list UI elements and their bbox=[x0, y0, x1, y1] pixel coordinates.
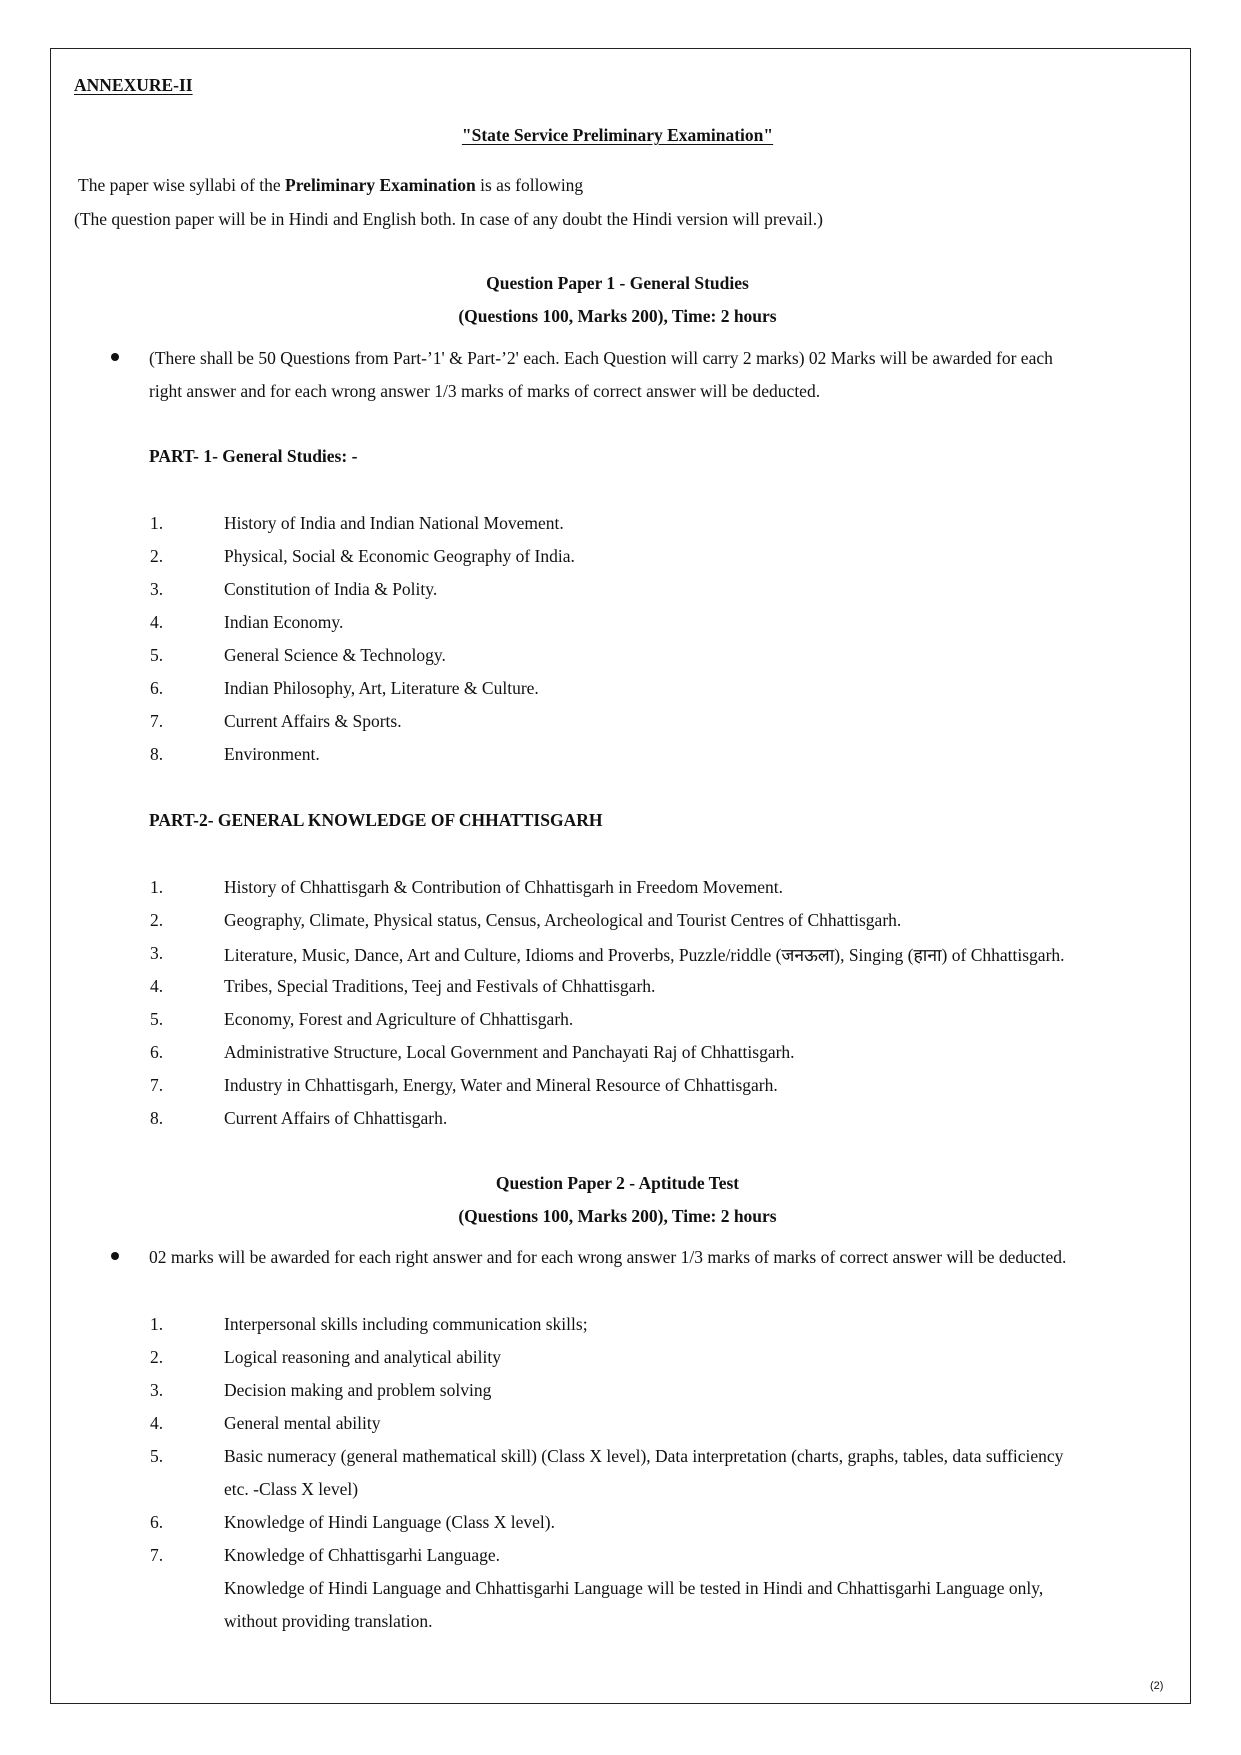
list-number: 5. bbox=[150, 1446, 164, 1466]
annexure-label: ANNEXURE-II bbox=[74, 75, 193, 95]
paper2-details: (Questions 100, Marks 200), Time: 2 hours bbox=[458, 1206, 777, 1226]
list-item: Knowledge of Hindi Language (Class X level). bbox=[224, 1512, 555, 1532]
paper1-bullet-line1: (There shall be 50 Questions from Part-’1' & Part-’2' each. Each Question will carry 2 marks) 02 Marks will be awarded for each bbox=[149, 348, 1053, 368]
intro-bold: Preliminary Examination bbox=[285, 175, 476, 195]
list-item: Current Affairs of Chhattisgarh. bbox=[224, 1108, 448, 1128]
paper2-bullet: 02 marks will be awarded for each right answer and for each wrong answer 1/3 marks of marks of correct answer will be deducted. bbox=[149, 1247, 1067, 1267]
list-number: 3. bbox=[150, 943, 164, 963]
list-number: 1. bbox=[150, 1314, 164, 1334]
list-item: Physical, Social & Economic Geography of India. bbox=[224, 546, 575, 566]
page-number: (2) bbox=[1150, 1680, 1164, 1692]
list-number: 3. bbox=[150, 579, 164, 599]
list-item: Economy, Forest and Agriculture of Chhattisgarh. bbox=[224, 1009, 574, 1029]
list-item: Indian Philosophy, Art, Literature & Culture. bbox=[224, 678, 539, 698]
list-number: 3. bbox=[150, 1380, 164, 1400]
intro-line bbox=[78, 175, 583, 196]
list-number: 2. bbox=[150, 1347, 164, 1367]
intro-note: (The question paper will be in Hindi and English both. In case of any doubt the Hindi version will prevail.) bbox=[74, 209, 823, 229]
paper1-title: Question Paper 1 - General Studies bbox=[486, 273, 749, 293]
list-number: 4. bbox=[150, 976, 164, 996]
list-number: 8. bbox=[150, 744, 164, 764]
list-number: 8. bbox=[150, 1108, 164, 1128]
bullet-icon bbox=[111, 1252, 119, 1260]
list-number: 4. bbox=[150, 612, 164, 632]
part1-heading: PART- 1- General Studies: - bbox=[149, 446, 358, 466]
list-item: Literature, Music, Dance, Art and Culture, Idioms and Proverbs, Puzzle/riddle (जनऊला), Singing (हाना) of Chhattisgarh. bbox=[224, 945, 1065, 965]
list-number: 2. bbox=[150, 546, 164, 566]
part2-heading: PART-2- GENERAL KNOWLEDGE OF CHHATTISGARH bbox=[149, 810, 603, 830]
list-item: Tribes, Special Traditions, Teej and Festivals of Chhattisgarh. bbox=[224, 976, 656, 996]
list-number: 7. bbox=[150, 711, 164, 731]
bullet-icon bbox=[111, 353, 119, 361]
paper2-title: Question Paper 2 - Aptitude Test bbox=[495, 1173, 740, 1193]
list-item: Administrative Structure, Local Government and Panchayati Raj of Chhattisgarh. bbox=[224, 1042, 795, 1062]
list-number: 2. bbox=[150, 910, 164, 930]
list-item: Constitution of India & Polity. bbox=[224, 579, 438, 599]
list-item: Decision making and problem solving bbox=[224, 1380, 492, 1400]
list-item: Industry in Chhattisgarh, Energy, Water and Mineral Resource of Chhattisgarh. bbox=[224, 1075, 778, 1095]
list-item: Knowledge of Chhattisgarhi Language. bbox=[224, 1545, 501, 1565]
list-item-note: Knowledge of Hindi Language and Chhattisgarhi Language will be tested in Hindi and Chhattisgarhi Language only, bbox=[224, 1578, 1044, 1598]
list-number: 6. bbox=[150, 678, 164, 698]
list-number: 5. bbox=[150, 645, 164, 665]
list-item: General mental ability bbox=[224, 1413, 381, 1433]
list-item: Current Affairs & Sports. bbox=[224, 711, 402, 731]
intro-suffix: is as following bbox=[475, 175, 584, 195]
list-item-continuation: etc. -Class X level) bbox=[224, 1479, 359, 1499]
list-number: 1. bbox=[150, 513, 164, 533]
list-number: 1. bbox=[150, 877, 164, 897]
list-number: 7. bbox=[150, 1075, 164, 1095]
list-number: 4. bbox=[150, 1413, 164, 1433]
list-item: History of Chhattisgarh & Contribution of Chhattisgarh in Freedom Movement. bbox=[224, 877, 783, 897]
list-number: 7. bbox=[150, 1545, 164, 1565]
list-number: 6. bbox=[150, 1042, 164, 1062]
list-item: Interpersonal skills including communication skills; bbox=[224, 1314, 588, 1334]
list-item: Geography, Climate, Physical status, Census, Archeological and Tourist Centres of Chhattisgarh. bbox=[224, 910, 902, 930]
list-item: Environment. bbox=[224, 744, 320, 764]
paper1-details: (Questions 100, Marks 200), Time: 2 hours bbox=[458, 306, 777, 326]
paper1-bullet-line2: right answer and for each wrong answer 1/3 marks of marks of correct answer will be deducted. bbox=[149, 381, 821, 401]
list-item: Logical reasoning and analytical ability bbox=[224, 1347, 501, 1367]
list-item-note: without providing translation. bbox=[224, 1611, 433, 1631]
document-title: "State Service Preliminary Examination" bbox=[461, 125, 774, 145]
list-item: Indian Economy. bbox=[224, 612, 344, 632]
list-item: Basic numeracy (general mathematical skill) (Class X level), Data interpretation (charts, graphs, tables, data sufficiency bbox=[224, 1446, 1064, 1466]
list-number: 6. bbox=[150, 1512, 164, 1532]
intro-prefix: The paper wise syllabi of the bbox=[78, 175, 286, 195]
list-item: General Science & Technology. bbox=[224, 645, 446, 665]
list-number: 5. bbox=[150, 1009, 164, 1029]
list-item: History of India and Indian National Movement. bbox=[224, 513, 564, 533]
